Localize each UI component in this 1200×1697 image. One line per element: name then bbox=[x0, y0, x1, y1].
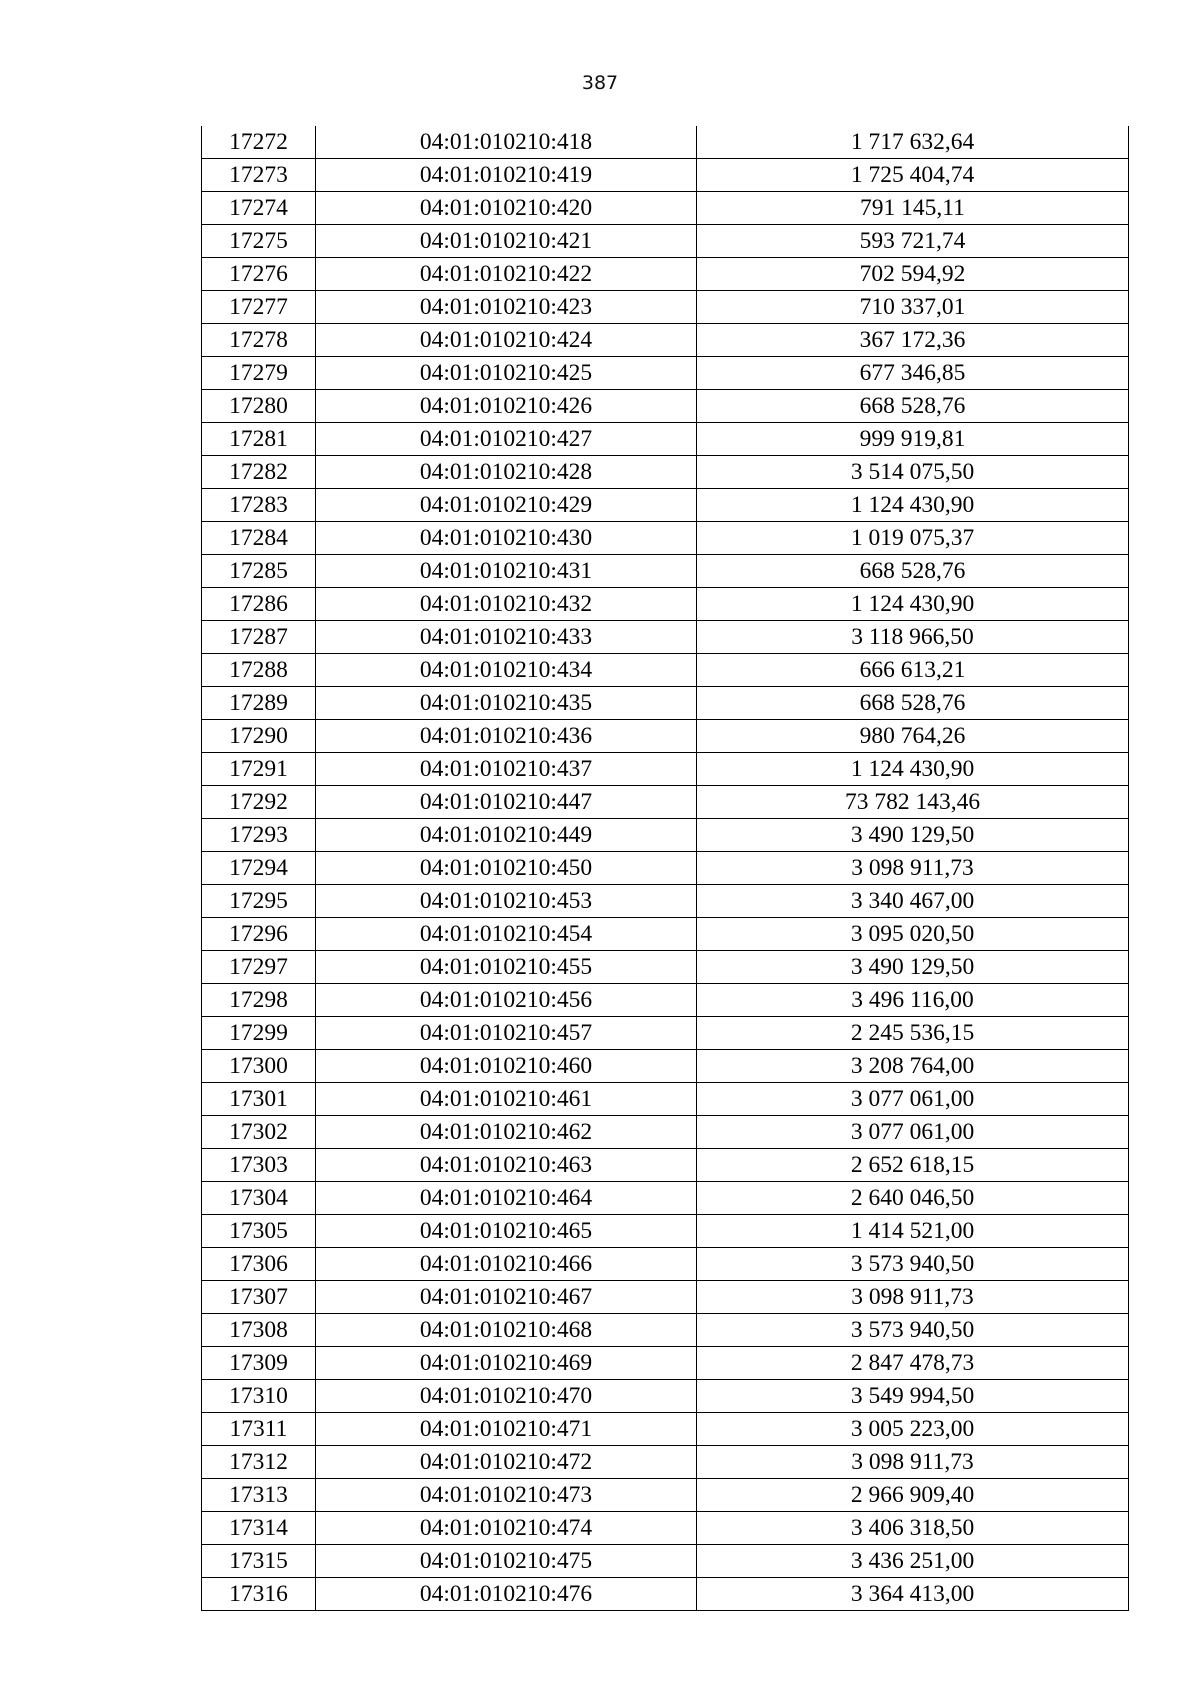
table-row bbox=[202, 1182, 1129, 1215]
value-cell: 3 077 061,00 bbox=[697, 1083, 1129, 1116]
value-cell: 3 364 413,00 bbox=[697, 1578, 1129, 1611]
table-row bbox=[202, 390, 1129, 423]
table-row bbox=[202, 1083, 1129, 1116]
row-number-cell: 17297 bbox=[202, 951, 316, 984]
value-cell: 677 346,85 bbox=[697, 357, 1129, 390]
value-cell: 73 782 143,46 bbox=[697, 786, 1129, 819]
row-number-cell: 17304 bbox=[202, 1182, 316, 1215]
row-number-cell: 17312 bbox=[202, 1446, 316, 1479]
table-row bbox=[202, 1017, 1129, 1050]
cadastral-number-cell: 04:01:010210:426 bbox=[316, 390, 697, 423]
table-row bbox=[202, 621, 1129, 654]
row-number-cell: 17298 bbox=[202, 984, 316, 1017]
row-number-cell: 17306 bbox=[202, 1248, 316, 1281]
row-number-cell: 17310 bbox=[202, 1380, 316, 1413]
row-number-cell: 17277 bbox=[202, 291, 316, 324]
cadastral-number-cell: 04:01:010210:425 bbox=[316, 357, 697, 390]
row-number-cell: 17301 bbox=[202, 1083, 316, 1116]
row-number-cell: 17302 bbox=[202, 1116, 316, 1149]
cadastral-number-cell: 04:01:010210:461 bbox=[316, 1083, 697, 1116]
cadastral-number-cell: 04:01:010210:435 bbox=[316, 687, 697, 720]
value-cell: 3 573 940,50 bbox=[697, 1314, 1129, 1347]
cadastral-number-cell: 04:01:010210:464 bbox=[316, 1182, 697, 1215]
table-row bbox=[202, 654, 1129, 687]
cadastral-number-cell: 04:01:010210:465 bbox=[316, 1215, 697, 1248]
table-row bbox=[202, 687, 1129, 720]
row-number-cell: 17313 bbox=[202, 1479, 316, 1512]
value-cell: 3 005 223,00 bbox=[697, 1413, 1129, 1446]
cadastral-number-cell: 04:01:010210:462 bbox=[316, 1116, 697, 1149]
table-row bbox=[202, 489, 1129, 522]
cadastral-number-cell: 04:01:010210:472 bbox=[316, 1446, 697, 1479]
value-cell: 1 124 430,90 bbox=[697, 489, 1129, 522]
cadastral-number-cell: 04:01:010210:460 bbox=[316, 1050, 697, 1083]
cadastral-number-cell: 04:01:010210:436 bbox=[316, 720, 697, 753]
row-number-cell: 17283 bbox=[202, 489, 316, 522]
table-row bbox=[202, 1050, 1129, 1083]
cadastral-number-cell: 04:01:010210:420 bbox=[316, 192, 697, 225]
value-cell: 593 721,74 bbox=[697, 225, 1129, 258]
cadastral-number-cell: 04:01:010210:449 bbox=[316, 819, 697, 852]
cadastral-number-cell: 04:01:010210:456 bbox=[316, 984, 697, 1017]
table-row bbox=[202, 852, 1129, 885]
table-row bbox=[202, 258, 1129, 291]
cadastral-number-cell: 04:01:010210:471 bbox=[316, 1413, 697, 1446]
table-row bbox=[202, 951, 1129, 984]
row-number-cell: 17293 bbox=[202, 819, 316, 852]
value-cell: 1 725 404,74 bbox=[697, 159, 1129, 192]
value-cell: 1 414 521,00 bbox=[697, 1215, 1129, 1248]
value-cell: 1 124 430,90 bbox=[697, 588, 1129, 621]
value-cell: 666 613,21 bbox=[697, 654, 1129, 687]
row-number-cell: 17295 bbox=[202, 885, 316, 918]
cadastral-number-cell: 04:01:010210:475 bbox=[316, 1545, 697, 1578]
table-row bbox=[202, 1512, 1129, 1545]
row-number-cell: 17279 bbox=[202, 357, 316, 390]
cadastral-number-cell: 04:01:010210:421 bbox=[316, 225, 697, 258]
cadastral-number-cell: 04:01:010210:418 bbox=[316, 126, 697, 159]
table-row bbox=[202, 456, 1129, 489]
table-row bbox=[202, 159, 1129, 192]
row-number-cell: 17291 bbox=[202, 753, 316, 786]
cadastral-number-cell: 04:01:010210:469 bbox=[316, 1347, 697, 1380]
page-number: 387 bbox=[581, 72, 619, 94]
table-row bbox=[202, 1281, 1129, 1314]
value-cell: 367 172,36 bbox=[697, 324, 1129, 357]
table-row bbox=[202, 786, 1129, 819]
value-cell: 1 717 632,64 bbox=[697, 126, 1129, 159]
row-number-cell: 17305 bbox=[202, 1215, 316, 1248]
table-row bbox=[202, 1380, 1129, 1413]
row-number-cell: 17307 bbox=[202, 1281, 316, 1314]
cadastral-number-cell: 04:01:010210:463 bbox=[316, 1149, 697, 1182]
value-cell: 710 337,01 bbox=[697, 291, 1129, 324]
table-row bbox=[202, 192, 1129, 225]
table-row bbox=[202, 1215, 1129, 1248]
table-row bbox=[202, 1545, 1129, 1578]
row-number-cell: 17286 bbox=[202, 588, 316, 621]
table-row bbox=[202, 1413, 1129, 1446]
value-cell: 1 019 075,37 bbox=[697, 522, 1129, 555]
row-number-cell: 17284 bbox=[202, 522, 316, 555]
row-number-cell: 17272 bbox=[202, 126, 316, 159]
row-number-cell: 17292 bbox=[202, 786, 316, 819]
row-number-cell: 17314 bbox=[202, 1512, 316, 1545]
row-number-cell: 17281 bbox=[202, 423, 316, 456]
value-cell: 3 573 940,50 bbox=[697, 1248, 1129, 1281]
cadastral-number-cell: 04:01:010210:430 bbox=[316, 522, 697, 555]
cadastral-number-cell: 04:01:010210:476 bbox=[316, 1578, 697, 1611]
value-cell: 2 652 618,15 bbox=[697, 1149, 1129, 1182]
value-cell: 2 847 478,73 bbox=[697, 1347, 1129, 1380]
row-number-cell: 17299 bbox=[202, 1017, 316, 1050]
row-number-cell: 17274 bbox=[202, 192, 316, 225]
cadastral-number-cell: 04:01:010210:453 bbox=[316, 885, 697, 918]
table-row bbox=[202, 357, 1129, 390]
row-number-cell: 17282 bbox=[202, 456, 316, 489]
table-row bbox=[202, 1149, 1129, 1182]
table-row bbox=[202, 423, 1129, 456]
row-number-cell: 17276 bbox=[202, 258, 316, 291]
row-number-cell: 17290 bbox=[202, 720, 316, 753]
cadastral-number-cell: 04:01:010210:468 bbox=[316, 1314, 697, 1347]
row-number-cell: 17288 bbox=[202, 654, 316, 687]
cadastral-number-cell: 04:01:010210:429 bbox=[316, 489, 697, 522]
value-cell: 980 764,26 bbox=[697, 720, 1129, 753]
row-number-cell: 17289 bbox=[202, 687, 316, 720]
value-cell: 3 340 467,00 bbox=[697, 885, 1129, 918]
cadastral-number-cell: 04:01:010210:473 bbox=[316, 1479, 697, 1512]
value-cell: 3 095 020,50 bbox=[697, 918, 1129, 951]
cadastral-number-cell: 04:01:010210:431 bbox=[316, 555, 697, 588]
table-row bbox=[202, 1314, 1129, 1347]
value-cell: 999 919,81 bbox=[697, 423, 1129, 456]
cadastral-number-cell: 04:01:010210:422 bbox=[316, 258, 697, 291]
table-row bbox=[202, 1116, 1129, 1149]
table-row bbox=[202, 1347, 1129, 1380]
table-row bbox=[202, 918, 1129, 951]
cadastral-number-cell: 04:01:010210:467 bbox=[316, 1281, 697, 1314]
row-number-cell: 17280 bbox=[202, 390, 316, 423]
row-number-cell: 17294 bbox=[202, 852, 316, 885]
row-number-cell: 17308 bbox=[202, 1314, 316, 1347]
value-cell: 3 098 911,73 bbox=[697, 1281, 1129, 1314]
value-cell: 2 640 046,50 bbox=[697, 1182, 1129, 1215]
value-cell: 668 528,76 bbox=[697, 390, 1129, 423]
table-row bbox=[202, 753, 1129, 786]
value-cell: 702 594,92 bbox=[697, 258, 1129, 291]
value-cell: 3 118 966,50 bbox=[697, 621, 1129, 654]
cadastral-number-cell: 04:01:010210:424 bbox=[316, 324, 697, 357]
cadastral-number-cell: 04:01:010210:454 bbox=[316, 918, 697, 951]
value-cell: 668 528,76 bbox=[697, 687, 1129, 720]
value-cell: 3 406 318,50 bbox=[697, 1512, 1129, 1545]
row-number-cell: 17300 bbox=[202, 1050, 316, 1083]
value-cell: 3 098 911,73 bbox=[697, 1446, 1129, 1479]
table-row bbox=[202, 819, 1129, 852]
cadastral-number-cell: 04:01:010210:433 bbox=[316, 621, 697, 654]
value-cell: 3 436 251,00 bbox=[697, 1545, 1129, 1578]
value-cell: 668 528,76 bbox=[697, 555, 1129, 588]
cadastral-number-cell: 04:01:010210:470 bbox=[316, 1380, 697, 1413]
table-row bbox=[202, 885, 1129, 918]
cadastral-number-cell: 04:01:010210:447 bbox=[316, 786, 697, 819]
value-cell: 2 966 909,40 bbox=[697, 1479, 1129, 1512]
cadastral-number-cell: 04:01:010210:457 bbox=[316, 1017, 697, 1050]
cadastral-number-cell: 04:01:010210:434 bbox=[316, 654, 697, 687]
table-row bbox=[202, 984, 1129, 1017]
cadastral-number-cell: 04:01:010210:466 bbox=[316, 1248, 697, 1281]
value-cell: 3 077 061,00 bbox=[697, 1116, 1129, 1149]
value-cell: 3 549 994,50 bbox=[697, 1380, 1129, 1413]
table-row bbox=[202, 1248, 1129, 1281]
row-number-cell: 17309 bbox=[202, 1347, 316, 1380]
table-row bbox=[202, 126, 1129, 159]
value-cell: 3 098 911,73 bbox=[697, 852, 1129, 885]
registry-table bbox=[201, 126, 1129, 1611]
value-cell: 3 514 075,50 bbox=[697, 456, 1129, 489]
row-number-cell: 17311 bbox=[202, 1413, 316, 1446]
table-row bbox=[202, 555, 1129, 588]
table-row bbox=[202, 720, 1129, 753]
table-row bbox=[202, 225, 1129, 258]
cadastral-number-cell: 04:01:010210:427 bbox=[316, 423, 697, 456]
cadastral-number-cell: 04:01:010210:437 bbox=[316, 753, 697, 786]
cadastral-number-cell: 04:01:010210:450 bbox=[316, 852, 697, 885]
table-row bbox=[202, 1479, 1129, 1512]
cadastral-number-cell: 04:01:010210:428 bbox=[316, 456, 697, 489]
row-number-cell: 17275 bbox=[202, 225, 316, 258]
table-row bbox=[202, 588, 1129, 621]
value-cell: 1 124 430,90 bbox=[697, 753, 1129, 786]
value-cell: 791 145,11 bbox=[697, 192, 1129, 225]
table-row bbox=[202, 291, 1129, 324]
value-cell: 3 490 129,50 bbox=[697, 951, 1129, 984]
value-cell: 3 208 764,00 bbox=[697, 1050, 1129, 1083]
row-number-cell: 17315 bbox=[202, 1545, 316, 1578]
value-cell: 3 490 129,50 bbox=[697, 819, 1129, 852]
table-row bbox=[202, 1446, 1129, 1479]
cadastral-number-cell: 04:01:010210:474 bbox=[316, 1512, 697, 1545]
row-number-cell: 17287 bbox=[202, 621, 316, 654]
row-number-cell: 17296 bbox=[202, 918, 316, 951]
cadastral-number-cell: 04:01:010210:432 bbox=[316, 588, 697, 621]
row-number-cell: 17316 bbox=[202, 1578, 316, 1611]
cadastral-number-cell: 04:01:010210:423 bbox=[316, 291, 697, 324]
table-row bbox=[202, 1578, 1129, 1611]
cadastral-number-cell: 04:01:010210:419 bbox=[316, 159, 697, 192]
row-number-cell: 17303 bbox=[202, 1149, 316, 1182]
row-number-cell: 17278 bbox=[202, 324, 316, 357]
table-row bbox=[202, 324, 1129, 357]
table-row bbox=[202, 522, 1129, 555]
value-cell: 2 245 536,15 bbox=[697, 1017, 1129, 1050]
registry-table-body bbox=[202, 126, 1129, 1611]
row-number-cell: 17285 bbox=[202, 555, 316, 588]
cadastral-number-cell: 04:01:010210:455 bbox=[316, 951, 697, 984]
value-cell: 3 496 116,00 bbox=[697, 984, 1129, 1017]
row-number-cell: 17273 bbox=[202, 159, 316, 192]
